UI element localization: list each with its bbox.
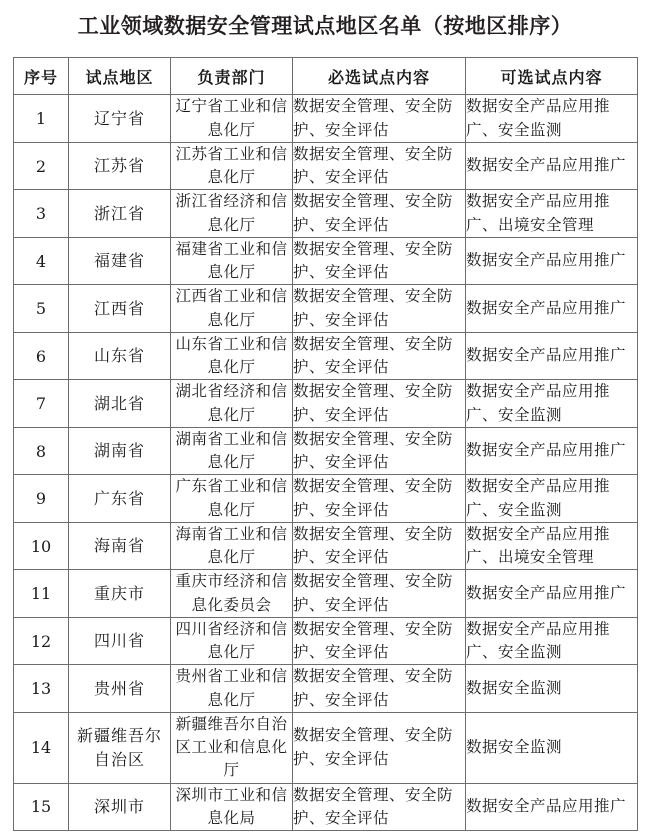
cell-region: 深圳市 [69, 783, 171, 831]
cell-optional: 数据安全产品应用推广 [466, 427, 638, 475]
cell-index: 7 [14, 380, 69, 428]
cell-required: 数据安全管理、安全防护、安全评估 [293, 712, 466, 783]
cell-required: 数据安全管理、安全防护、安全评估 [293, 665, 466, 713]
cell-optional: 数据安全产品应用推广、安全监测 [466, 617, 638, 665]
cell-optional: 数据安全产品应用推广 [466, 285, 638, 333]
cell-required: 数据安全管理、安全防护、安全评估 [293, 475, 466, 523]
table-row [14, 522, 638, 570]
table-row [14, 285, 638, 333]
cell-required: 数据安全管理、安全防护、安全评估 [293, 617, 466, 665]
cell-required: 数据安全管理、安全防护、安全评估 [293, 237, 466, 285]
table-row [14, 380, 638, 428]
cell-index: 3 [14, 190, 69, 238]
cell-region: 福建省 [69, 237, 171, 285]
cell-region: 江苏省 [69, 142, 171, 190]
table-row [14, 142, 638, 190]
cell-index: 6 [14, 332, 69, 380]
cell-optional: 数据安全产品应用推广 [466, 783, 638, 831]
cell-required: 数据安全管理、安全防护、安全评估 [293, 190, 466, 238]
cell-required: 数据安全管理、安全防护、安全评估 [293, 783, 466, 831]
page-title: 工业领域数据安全管理试点地区名单（按地区排序） [77, 14, 573, 38]
cell-required: 数据安全管理、安全防护、安全评估 [293, 380, 466, 428]
cell-dept: 江西省工业和信息化厅 [171, 285, 293, 333]
cell-index: 9 [14, 475, 69, 523]
cell-optional: 数据安全产品应用推广 [466, 332, 638, 380]
cell-required: 数据安全管理、安全防护、安全评估 [293, 427, 466, 475]
cell-region: 重庆市 [69, 570, 171, 618]
table-row [14, 237, 638, 285]
cell-region: 湖南省 [69, 427, 171, 475]
table-row [14, 570, 638, 618]
cell-index: 1 [14, 95, 69, 143]
cell-dept: 辽宁省工业和信息化厅 [171, 95, 293, 143]
table-row [14, 665, 638, 713]
column-header-dept: 负责部门 [171, 58, 293, 95]
column-header-optional: 可选试点内容 [466, 58, 638, 95]
cell-index: 15 [14, 783, 69, 831]
table-row [14, 95, 638, 143]
cell-dept: 深圳市工业和信息化局 [171, 783, 293, 831]
table-row [14, 783, 638, 831]
cell-required: 数据安全管理、安全防护、安全评估 [293, 570, 466, 618]
cell-index: 13 [14, 665, 69, 713]
cell-dept: 四川省经济和信息化厅 [171, 617, 293, 665]
pilot-regions-table [13, 57, 638, 831]
cell-region: 海南省 [69, 522, 171, 570]
table-row [14, 427, 638, 475]
cell-index: 8 [14, 427, 69, 475]
cell-dept: 浙江省经济和信息化厅 [171, 190, 293, 238]
cell-optional: 数据安全产品应用推广 [466, 237, 638, 285]
table-row [14, 190, 638, 238]
cell-dept: 新疆维吾尔自治区工业和信息化厅 [171, 712, 293, 783]
table-row [14, 475, 638, 523]
cell-region: 辽宁省 [69, 95, 171, 143]
table-container [13, 57, 637, 831]
cell-optional: 数据安全监测 [466, 665, 638, 713]
cell-index: 4 [14, 237, 69, 285]
cell-index: 12 [14, 617, 69, 665]
cell-index: 5 [14, 285, 69, 333]
cell-dept: 海南省工业和信息化厅 [171, 522, 293, 570]
cell-optional: 数据安全产品应用推广 [466, 142, 638, 190]
cell-index: 14 [14, 712, 69, 783]
cell-index: 10 [14, 522, 69, 570]
cell-dept: 广东省工业和信息化厅 [171, 475, 293, 523]
table-row [14, 332, 638, 380]
cell-optional: 数据安全监测 [466, 712, 638, 783]
cell-region: 新疆维吾尔自治区 [69, 712, 171, 783]
cell-dept: 湖北省经济和信息化厅 [171, 380, 293, 428]
cell-dept: 重庆市经济和信息化委员会 [171, 570, 293, 618]
cell-region: 山东省 [69, 332, 171, 380]
cell-region: 贵州省 [69, 665, 171, 713]
cell-required: 数据安全管理、安全防护、安全评估 [293, 332, 466, 380]
cell-required: 数据安全管理、安全防护、安全评估 [293, 95, 466, 143]
column-header-required: 必选试点内容 [293, 58, 466, 95]
cell-region: 湖北省 [69, 380, 171, 428]
cell-optional: 数据安全产品应用推广、安全监测 [466, 95, 638, 143]
cell-optional: 数据安全产品应用推广、安全监测 [466, 475, 638, 523]
table-row [14, 712, 638, 783]
cell-dept: 福建省工业和信息化厅 [171, 237, 293, 285]
cell-dept: 江苏省工业和信息化厅 [171, 142, 293, 190]
cell-dept: 湖南省工业和信息化厅 [171, 427, 293, 475]
table-body [14, 95, 638, 831]
cell-region: 四川省 [69, 617, 171, 665]
cell-required: 数据安全管理、安全防护、安全评估 [293, 285, 466, 333]
table-header-row [14, 58, 638, 95]
cell-optional: 数据安全产品应用推广、出境安全管理 [466, 522, 638, 570]
cell-optional: 数据安全产品应用推广 [466, 570, 638, 618]
table-header [14, 58, 638, 95]
cell-optional: 数据安全产品应用推广、出境安全管理 [466, 190, 638, 238]
cell-optional: 数据安全产品应用推广、安全监测 [466, 380, 638, 428]
cell-dept: 贵州省工业和信息化厅 [171, 665, 293, 713]
cell-region: 浙江省 [69, 190, 171, 238]
cell-region: 广东省 [69, 475, 171, 523]
cell-index: 2 [14, 142, 69, 190]
column-header-region: 试点地区 [69, 58, 171, 95]
cell-index: 11 [14, 570, 69, 618]
column-header-index: 序号 [14, 58, 69, 95]
table-row [14, 617, 638, 665]
cell-required: 数据安全管理、安全防护、安全评估 [293, 522, 466, 570]
cell-required: 数据安全管理、安全防护、安全评估 [293, 142, 466, 190]
cell-dept: 山东省工业和信息化厅 [171, 332, 293, 380]
cell-region: 江西省 [69, 285, 171, 333]
